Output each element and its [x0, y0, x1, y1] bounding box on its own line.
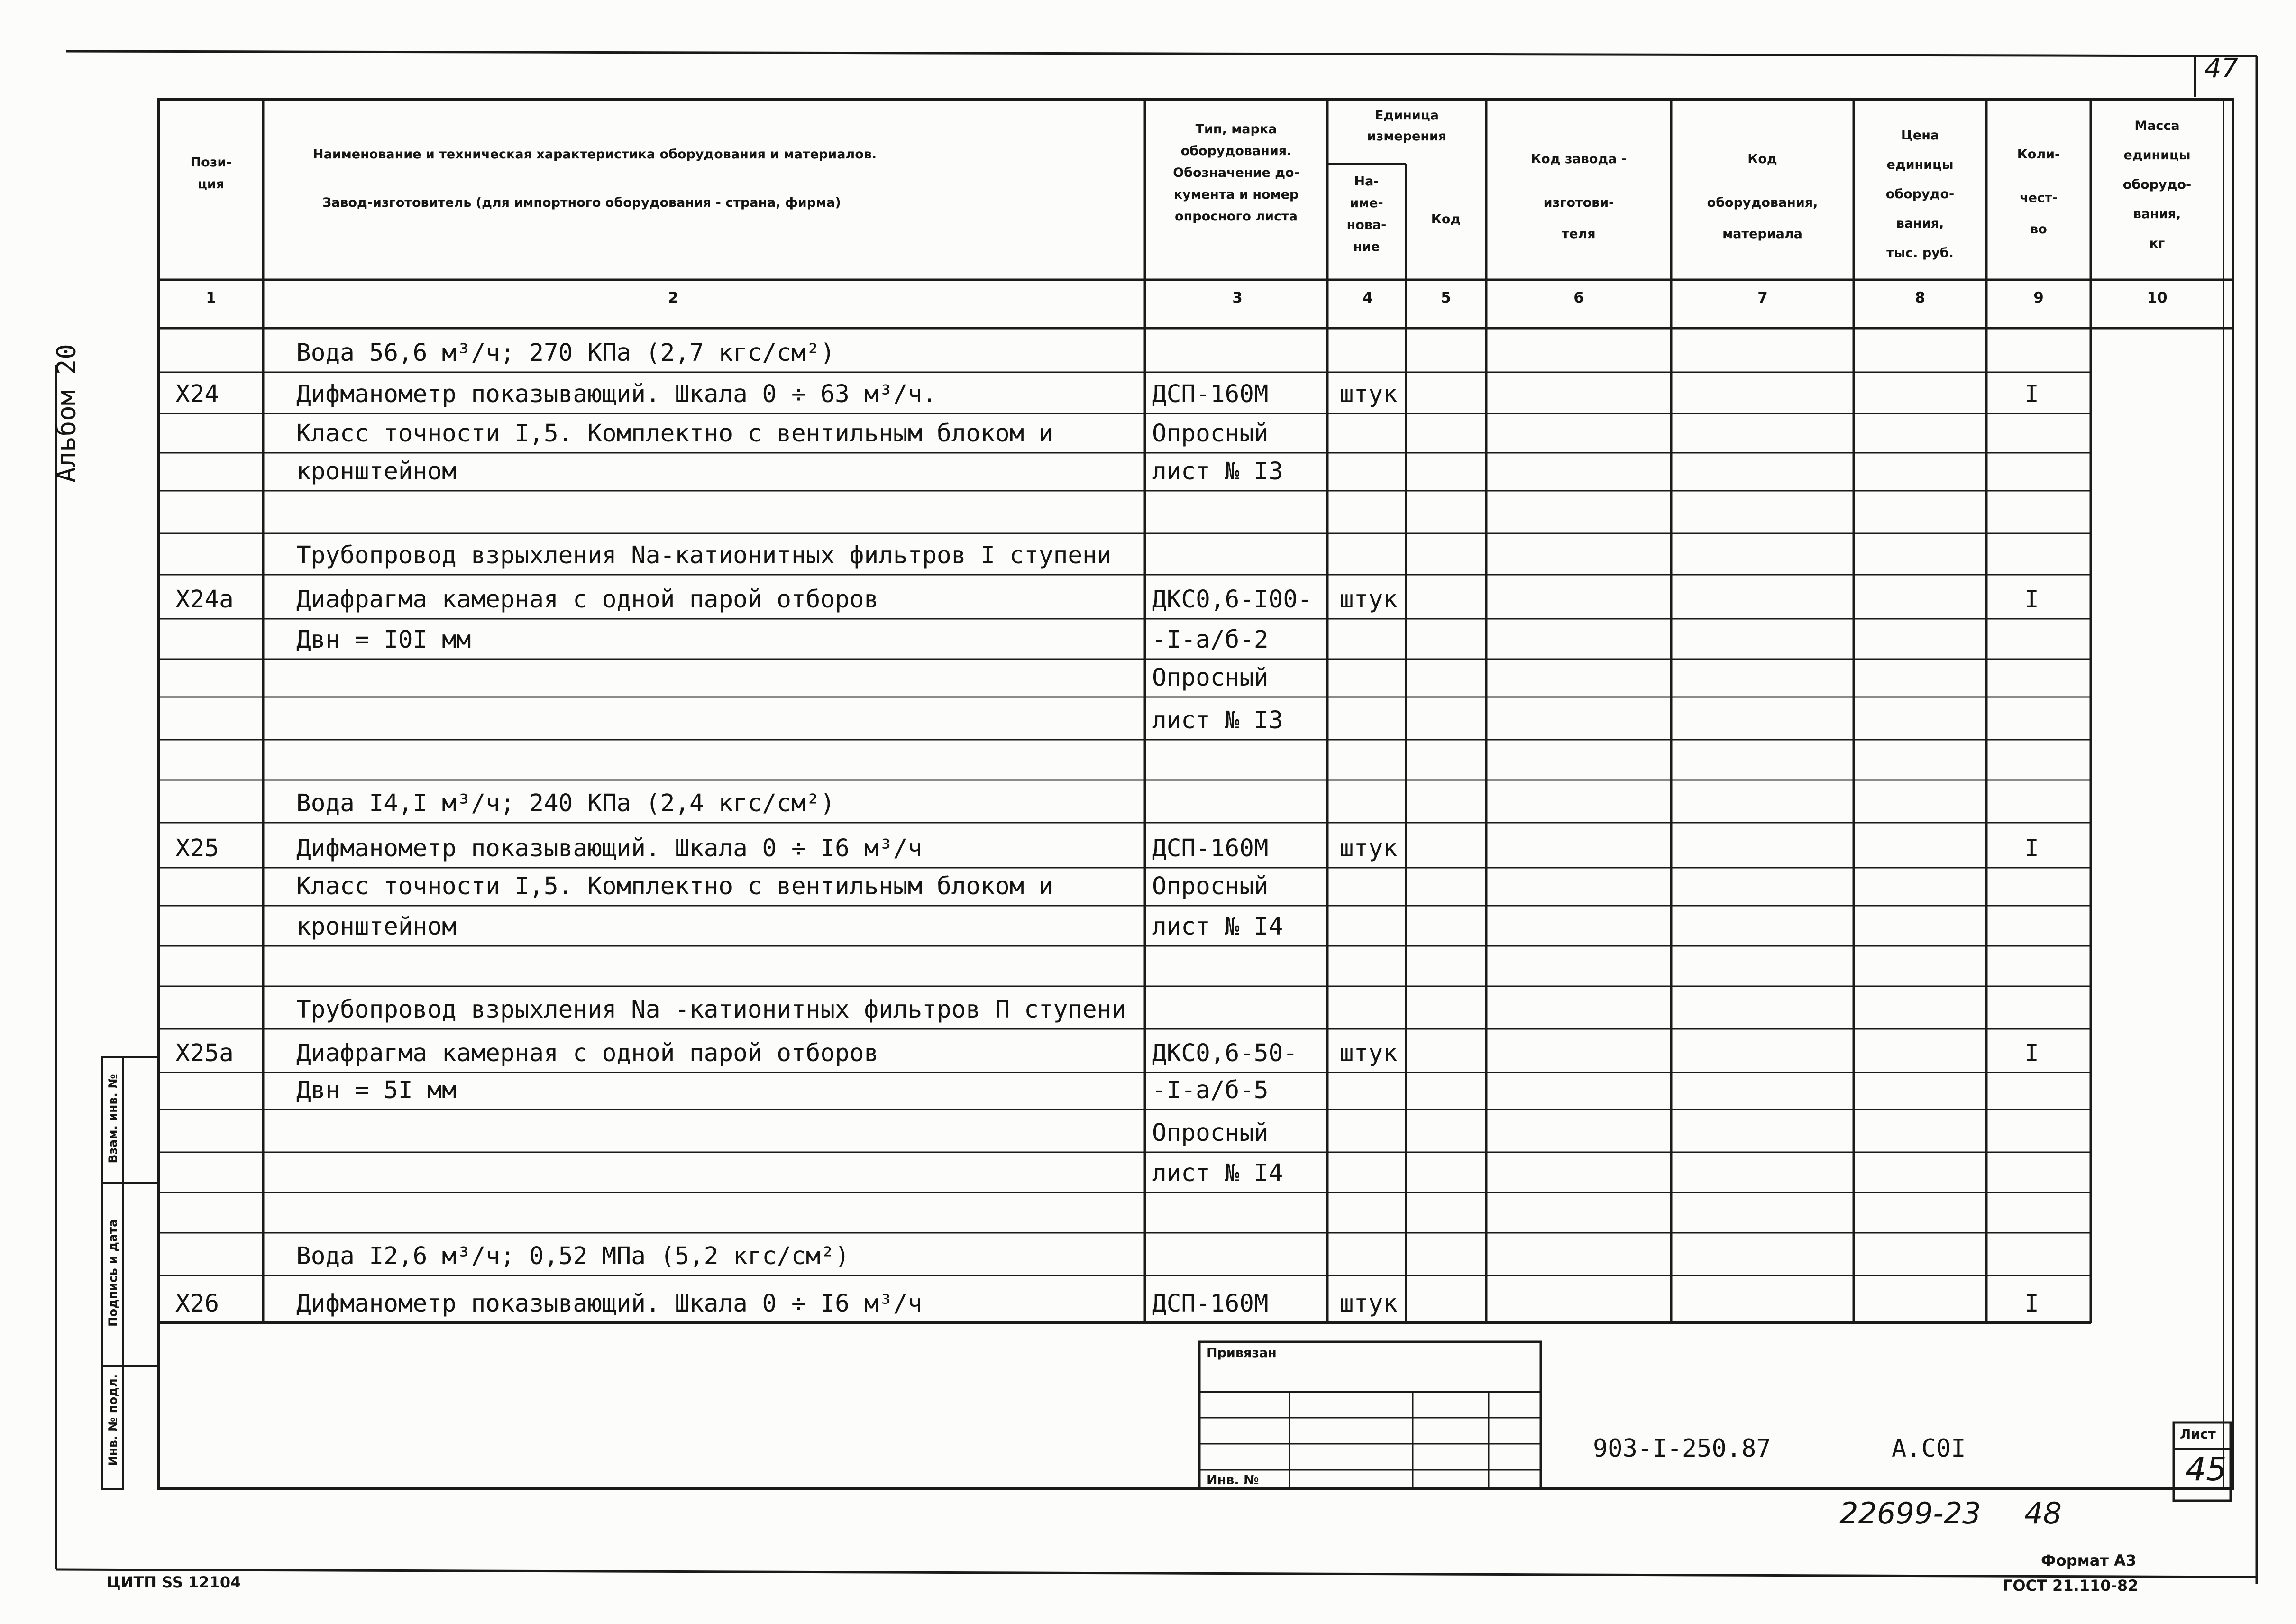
row-type-document: лист № I4 — [1152, 913, 1283, 941]
row-description: Класс точности I,5. Комплектно с вентильным блоком и — [296, 420, 1053, 448]
row-description: Двн = 5I мм — [296, 1076, 457, 1104]
row-quantity: I — [2024, 380, 2039, 408]
header-price — [1854, 121, 1986, 268]
header-factory-code-line3: теля — [1562, 227, 1596, 241]
row-type-document: ДСП-160М — [1152, 380, 1269, 408]
row-unit: штук — [1339, 380, 1398, 408]
row-position: X24a — [175, 586, 234, 614]
header-type-line1: Тип, марка — [1195, 122, 1277, 137]
stamp-signature-date: Подпись и дата — [106, 1219, 120, 1327]
column-number-1: 1 — [206, 289, 216, 306]
row-type-document: Опросный — [1152, 420, 1269, 448]
header-unit-name-line1: На- — [1354, 174, 1379, 189]
header-factory-code-line2: изготови- — [1543, 195, 1614, 210]
header-factory-code-line1: Код завода - — [1531, 152, 1627, 166]
header-unit-line2: измерения — [1367, 129, 1447, 144]
document-code: 903-I-250.87 — [1593, 1434, 1771, 1463]
header-unit — [1327, 105, 1486, 147]
header-unit-name-line4: ние — [1353, 239, 1380, 254]
row-position: X24 — [175, 380, 220, 408]
column-number-6: 6 — [1573, 289, 1584, 306]
header-unit-name — [1327, 171, 1406, 258]
header-position-line2: ция — [197, 177, 225, 192]
header-price-line1: Цена — [1901, 128, 1939, 143]
header-equipment-code-line3: материала — [1722, 227, 1802, 241]
header-equipment-code — [1671, 138, 1854, 244]
corner-page-number: 47 — [2205, 53, 2239, 84]
row-type-document: -I-а/б-2 — [1152, 626, 1269, 654]
column-number-5: 5 — [1441, 289, 1451, 306]
header-unit-line1: Единица — [1375, 108, 1439, 123]
header-quantity — [1986, 133, 2091, 239]
header-type-line2: оборудования. — [1180, 144, 1292, 158]
header-price-line2: единицы — [1886, 157, 1954, 172]
handwritten-inventory-code: 22699-23 — [1839, 1496, 1981, 1531]
footer-format: Формат А3 — [2041, 1551, 2137, 1569]
row-type-document: ДСП-160М — [1152, 1290, 1269, 1318]
footer-printer-code: ЦИТП SS 12104 — [107, 1573, 241, 1591]
row-type-document: ДКС0,6-I00- — [1152, 586, 1312, 614]
header-mass-line1: Масса — [2134, 119, 2180, 133]
row-type-document: Опросный — [1152, 872, 1269, 900]
footer-gost: ГОСТ 21.110-82 — [2003, 1577, 2139, 1595]
header-mass-line4: вания, — [2133, 207, 2181, 221]
row-type-document: ДСП-160М — [1152, 835, 1269, 862]
header-type-line5: опросного листа — [1175, 209, 1298, 224]
header-quantity-line1: Коли- — [2017, 147, 2060, 162]
row-type-document: Опросный — [1152, 1119, 1269, 1147]
header-unit-code: Код — [1431, 212, 1461, 227]
row-description: кронштейном — [296, 458, 457, 486]
row-position: X26 — [175, 1290, 220, 1318]
header-equipment-code-line1: Код — [1747, 152, 1777, 166]
row-description: Вода I2,6 м³/ч; 0,52 МПа (5,2 кгс/см²) — [296, 1242, 850, 1270]
privyazan-label: Привязан — [1207, 1346, 1277, 1360]
row-description: Диафрагма камерная с одной парой отборов — [296, 586, 879, 614]
stamp-replacement-inv: Взам. инв. № — [106, 1074, 120, 1164]
row-description: Вода 56,6 м³/ч; 270 КПа (2,7 кгс/см²) — [296, 339, 835, 367]
row-unit: штук — [1339, 1290, 1398, 1318]
column-number-7: 7 — [1757, 289, 1768, 306]
column-number-3: 3 — [1232, 289, 1243, 306]
header-position-line1: Пози- — [190, 155, 232, 170]
header-price-line3: оборудо- — [1885, 187, 1955, 202]
row-quantity: I — [2024, 1039, 2039, 1067]
row-unit: штук — [1339, 586, 1398, 614]
header-mass-line2: единицы — [2123, 148, 2191, 163]
header-quantity-line2: чест- — [2020, 191, 2058, 205]
row-position: X25a — [175, 1039, 234, 1067]
row-type-document: ДКС0,6-50- — [1152, 1039, 1298, 1067]
sheet-number: 45 — [2186, 1451, 2227, 1488]
header-unit-name-line2: име- — [1350, 196, 1383, 211]
row-description: Диафрагма камерная с одной парой отборов — [296, 1039, 879, 1067]
header-unit-name-line3: нова- — [1346, 218, 1387, 232]
column-number-10: 10 — [2147, 289, 2168, 306]
row-description: Двн = I0I мм — [296, 626, 471, 654]
header-quantity-line3: во — [2030, 222, 2047, 237]
row-type-document: лист № I3 — [1152, 458, 1283, 486]
column-number-2: 2 — [668, 289, 678, 306]
row-position: X25 — [175, 835, 220, 862]
header-mass — [2091, 111, 2223, 258]
row-type-document: лист № I4 — [1152, 1159, 1283, 1187]
row-unit: штук — [1339, 835, 1398, 862]
document-mark: А.С0I — [1892, 1434, 1966, 1463]
row-description: Дифманометр показывающий. Шкала 0 ÷ 63 м³/ч. — [296, 380, 937, 408]
column-number-9: 9 — [2033, 289, 2044, 306]
row-quantity: I — [2024, 835, 2039, 862]
row-unit: штук — [1339, 1039, 1398, 1067]
column-number-8: 8 — [1915, 289, 1925, 306]
column-number-4: 4 — [1363, 289, 1373, 306]
header-name-line2: Завод-изготовитель (для импортного оборудования - страна, фирма) — [322, 195, 841, 210]
header-factory-code — [1486, 138, 1671, 244]
row-type-document: Опросный — [1152, 664, 1269, 692]
header-price-line5: тыс. руб. — [1886, 246, 1954, 260]
row-description: Трубопровод взрыхления Na -катионитных фильтров П ступени — [296, 996, 1126, 1024]
inventory-number-label: Инв. № — [1207, 1473, 1259, 1487]
header-price-line4: вания, — [1896, 216, 1944, 231]
row-quantity: I — [2024, 1290, 2039, 1318]
row-description: кронштейном — [296, 913, 457, 941]
header-equipment-code-line2: оборудования, — [1707, 195, 1818, 210]
header-type-line4: кумента и номер — [1173, 187, 1299, 202]
header-type-line3: Обозначение до- — [1173, 165, 1299, 180]
header-mass-line3: оборудо- — [2122, 177, 2192, 192]
row-description: Дифманометр показывающий. Шкала 0 ÷ I6 м³/ч — [296, 1290, 923, 1318]
header-position — [159, 152, 263, 195]
row-type-document: -I-а/б-5 — [1152, 1076, 1269, 1104]
row-description: Дифманометр показывающий. Шкала 0 ÷ I6 м³/ч — [296, 835, 923, 862]
row-description: Класс точности I,5. Комплектно с вентильным блоком и — [296, 872, 1053, 900]
row-description: Трубопровод взрыхления Na-катионитных фильтров I ступени — [296, 541, 1112, 569]
row-description: Вода I4,I м³/ч; 240 КПа (2,4 кгс/см²) — [296, 789, 835, 817]
header-name-line1: Наименование и техническая характеристика оборудования и материалов. — [313, 147, 877, 162]
stamp-inv-original: Инв. № подл. — [106, 1374, 120, 1466]
sheet-label: Лист — [2180, 1426, 2216, 1442]
header-mass-line5: кг — [2149, 236, 2165, 251]
side-album-label: Альбом 20 — [51, 344, 82, 483]
header-type — [1145, 119, 1327, 228]
row-type-document: лист № I3 — [1152, 706, 1283, 734]
row-quantity: I — [2024, 586, 2039, 614]
handwritten-number: 48 — [2024, 1496, 2062, 1531]
